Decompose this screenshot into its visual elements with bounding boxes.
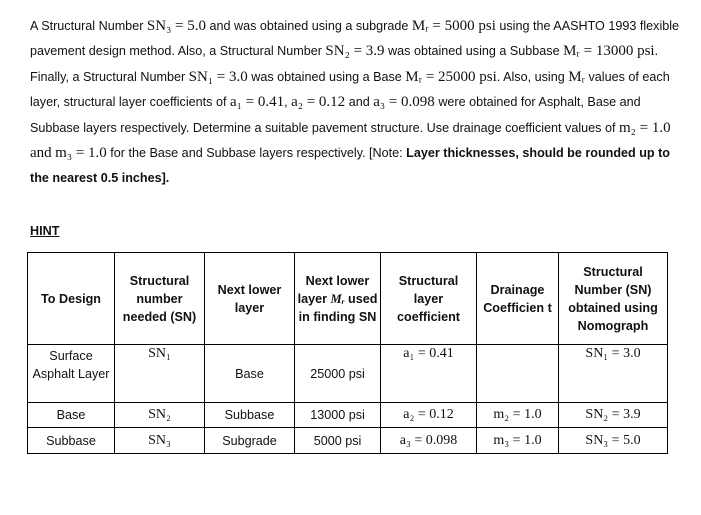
m3-equation: m₃ = 1.0 [55, 145, 107, 162]
text-run: A Structural Number [30, 19, 144, 33]
cell-coef: a₁ = 0.41 [381, 345, 477, 403]
text-run: was obtained using a Subbase [388, 44, 560, 59]
mr-symbol: Mᵣ [330, 291, 345, 306]
text-run: using the AASHTO 1993 flexible pavement design method. Also, a Structural Number [30, 19, 680, 59]
table-row [28, 345, 668, 403]
mr-subbase-equation: Mᵣ = 13000 psi [563, 43, 655, 60]
note-bold: Layer thicknesses, should be rounded up to the nearest 0.5 inches]. [30, 146, 670, 186]
cell-obtained: SN₂ = 3.9 [559, 403, 668, 428]
cell-design: Base [28, 403, 115, 428]
cell-mr: 5000 psi [295, 428, 381, 454]
mr-symbol: Mᵣ [568, 68, 585, 85]
cell-drain: m₃ = 1.0 [477, 428, 559, 454]
hint-heading: HINT [30, 224, 60, 238]
sn1-equation: SN₁ = 3.0 [188, 68, 248, 85]
sn3-equation: SN₃ = 5.0 [146, 18, 207, 34]
design-table [27, 252, 668, 454]
a2-equation: a₂ = 0.12 [291, 94, 346, 111]
cell-drain [477, 345, 559, 403]
header-sn-needed: Structural number needed (SN) [115, 253, 205, 345]
text-run: were obtained for Asphalt, Base and Subbase layers respectively. [30, 95, 641, 135]
header-row [28, 253, 668, 345]
header-text: used in finding SN [298, 291, 378, 324]
header-to-design: To Design [28, 253, 115, 345]
cell-coef: a₂ = 0.12 [381, 403, 477, 428]
text-run: Determine a suitable pavement structure. Use drainage coefficient values of [192, 120, 616, 135]
header-coefficient: Structural layer coefficient [381, 253, 477, 345]
cell-layer: Subbase [205, 403, 295, 428]
cell-mr: 13000 psi [295, 403, 381, 428]
header-sn-obtained: Structural Number (SN) obtained using Nomograph [559, 253, 668, 345]
cell-obtained: SN₃ = 5.0 [559, 428, 668, 454]
header-text: Next lower layer [297, 273, 370, 306]
text-run: . Finally, a Structural Number [30, 44, 659, 84]
and-word: and [30, 145, 52, 162]
text-run: for the Base and Subbase layers respectively. [Note: [110, 146, 403, 161]
text-run: and was obtained using a subgrade [209, 19, 409, 33]
cell-sn: SN₂ [115, 403, 205, 428]
header-drainage: Drainage Coefficien t [477, 253, 559, 345]
text-run: was obtained using a Base [251, 69, 402, 84]
a1-equation: a₁ = 0.41 [229, 94, 285, 111]
cell-sn: SN₁ [115, 345, 205, 403]
text-run: , [284, 95, 288, 110]
header-next-lower: Next lower layer [205, 253, 295, 345]
a3-equation: a₃ = 0.098 [373, 94, 435, 111]
cell-obtained: SN₁ = 3.0 [559, 345, 668, 403]
cell-mr: 25000 psi [295, 345, 381, 403]
mr-base-equation: Mᵣ = 25000 psi [405, 68, 497, 85]
m2-equation: m₂ = 1.0 [618, 119, 671, 136]
problem-statement [30, 14, 680, 192]
cell-coef: a₃ = 0.098 [381, 428, 477, 454]
sn2-equation: SN₂ = 3.9 [325, 43, 385, 60]
cell-design: Subbase [28, 428, 115, 454]
problem-paragraph [30, 14, 680, 192]
cell-drain: m₂ = 1.0 [477, 403, 559, 428]
cell-design: Surface Asphalt Layer [28, 345, 115, 403]
text-run: values of each layer, structural layer coefficients of [30, 69, 670, 110]
table-row [28, 403, 668, 428]
mr-subgrade-equation: Mᵣ = 5000 psi [411, 18, 496, 34]
header-next-lower-mr [295, 253, 381, 345]
cell-layer: Base [205, 345, 295, 403]
cell-sn: SN₃ [115, 428, 205, 454]
table-row [28, 428, 668, 454]
cell-layer: Subgrade [205, 428, 295, 454]
text-run: and [348, 95, 370, 110]
text-run: . Also, using [496, 69, 565, 84]
